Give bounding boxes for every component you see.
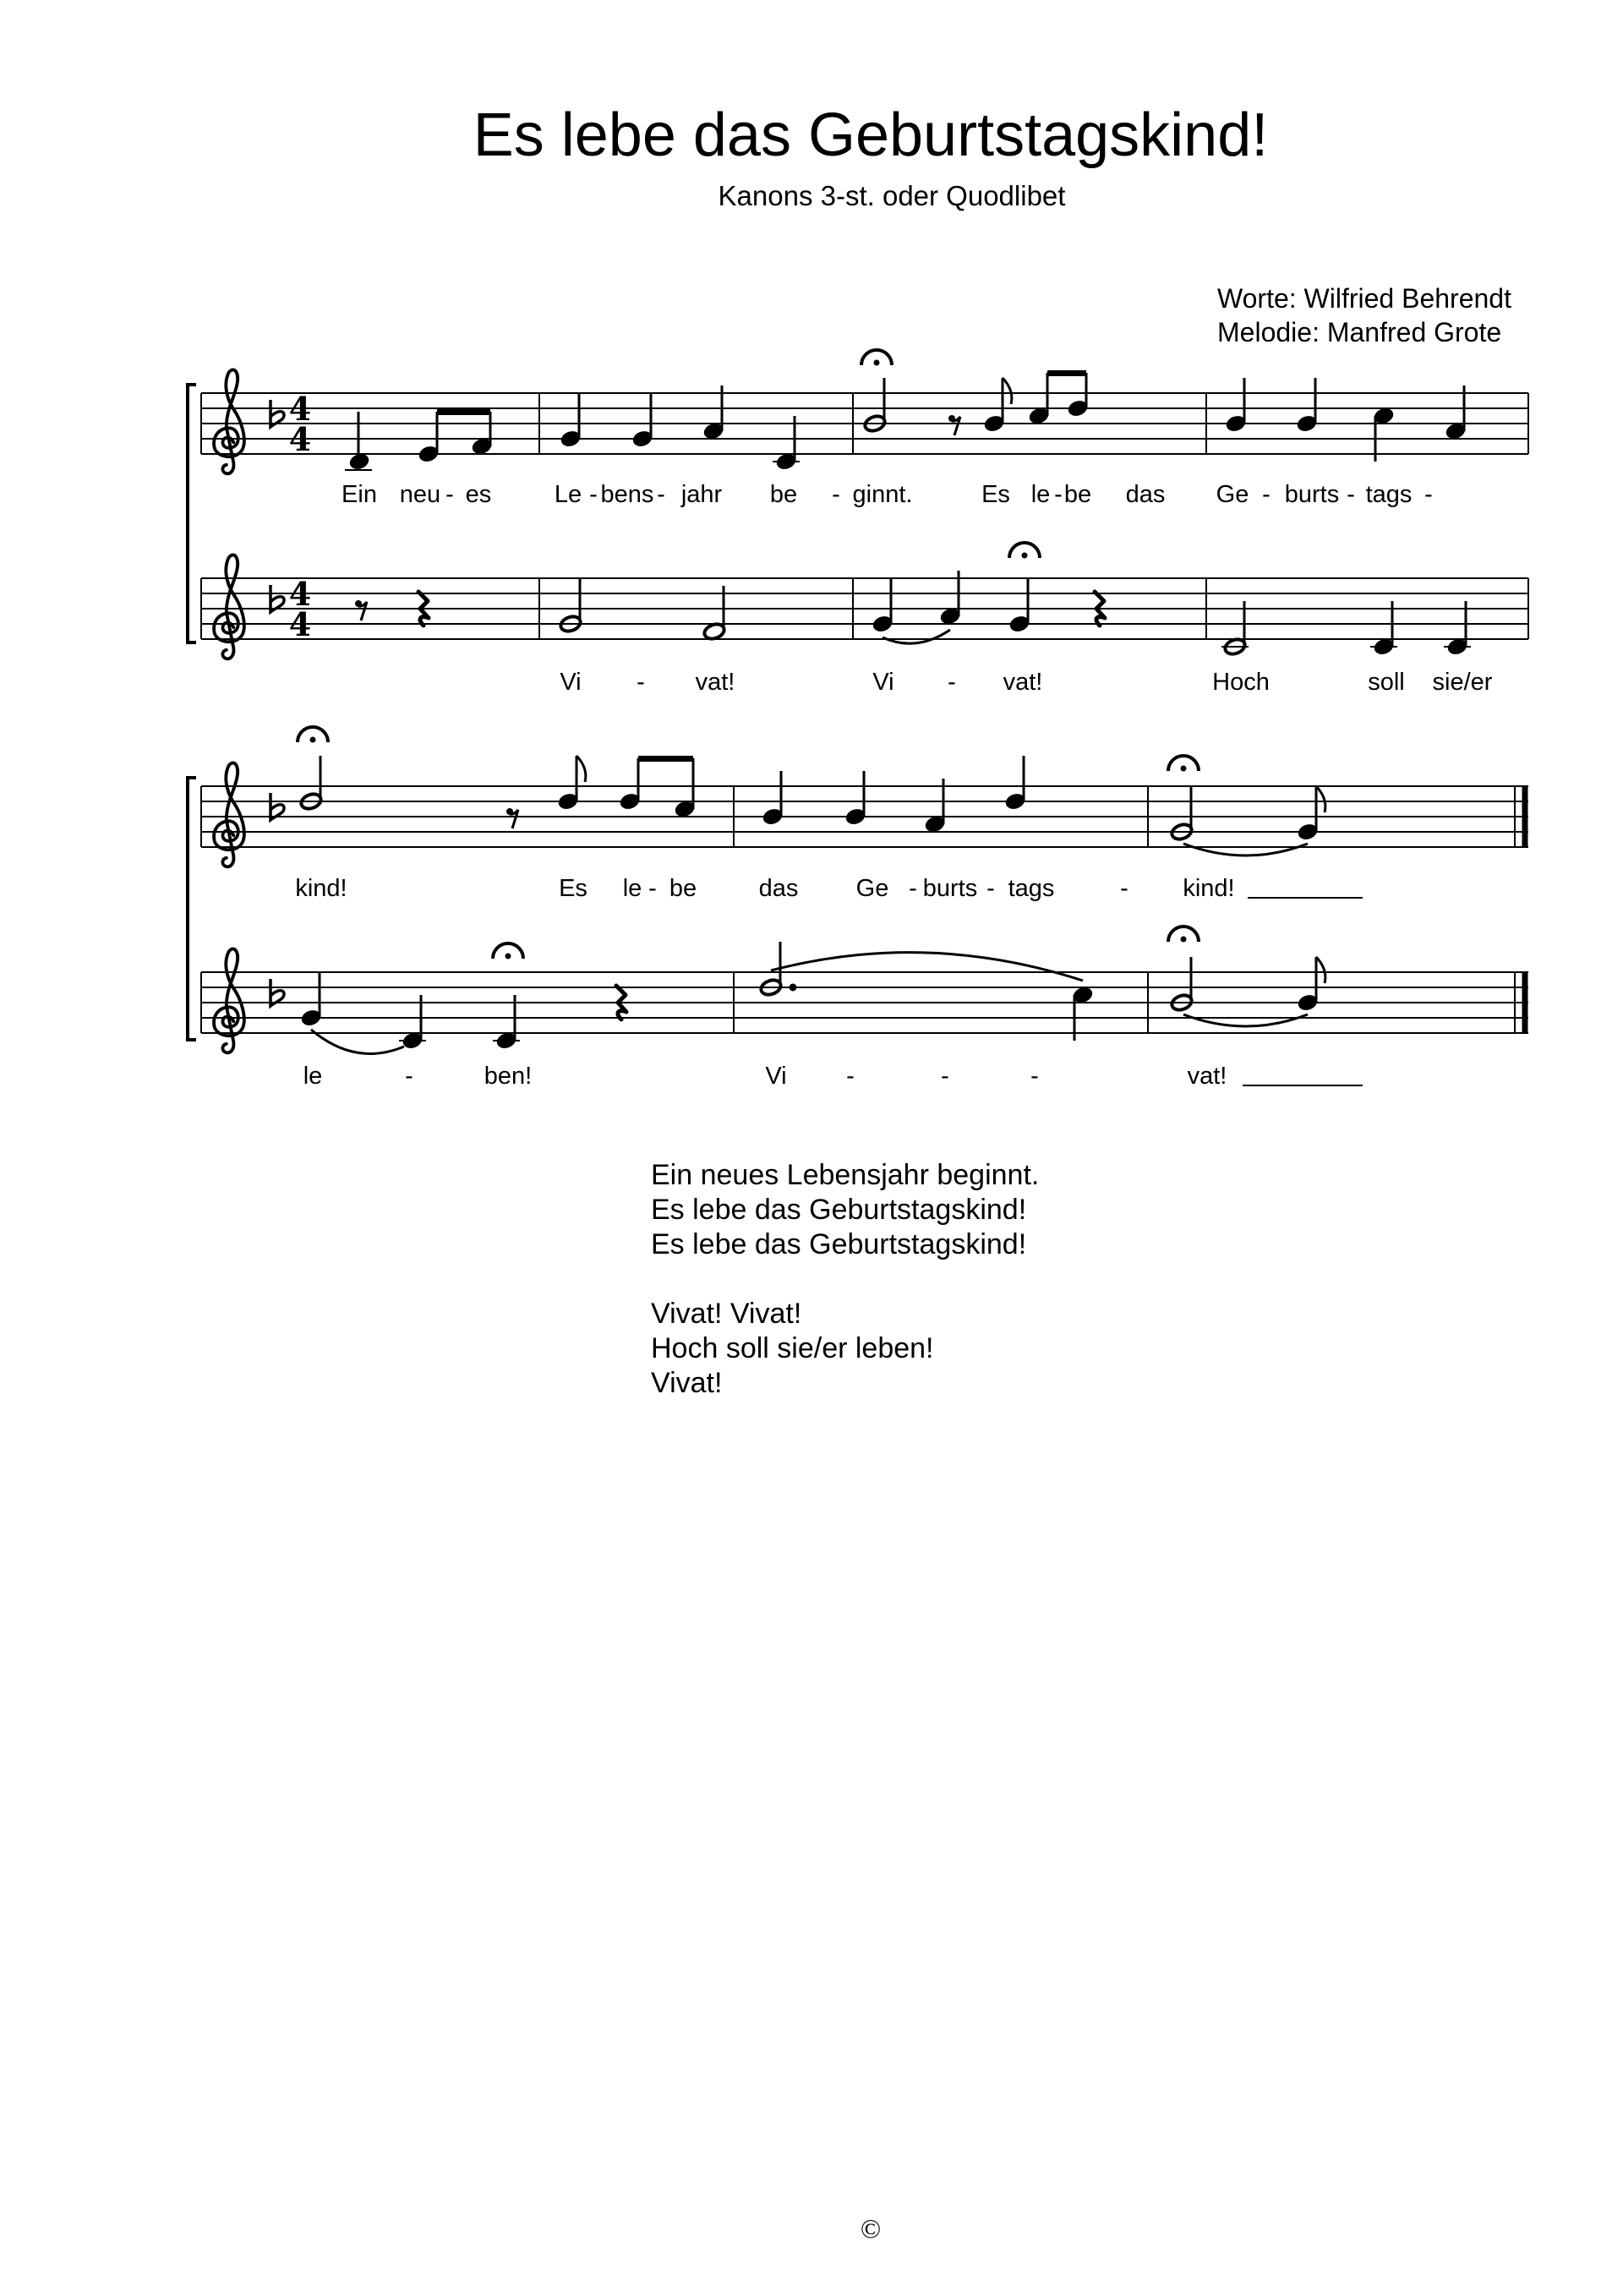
lyric: - — [405, 1063, 413, 1090]
lyric: das — [758, 875, 799, 902]
lyric: bens — [600, 481, 654, 508]
credit-words: Worte: Wilfried Behrendt — [1217, 283, 1511, 314]
lyric: - — [445, 481, 454, 508]
lyric: Ge — [855, 875, 889, 902]
fermata-icon — [1168, 756, 1199, 772]
lyric: soll — [1368, 669, 1405, 696]
lyric: tags — [1008, 875, 1055, 902]
fermata-icon — [861, 350, 892, 366]
lyric: tags — [1365, 481, 1413, 508]
text-line: Vivat! — [651, 1367, 723, 1399]
lyric: Hoch — [1212, 669, 1270, 696]
lyric: neu — [399, 481, 441, 508]
lyric: - — [637, 669, 645, 696]
lyric: Es — [981, 481, 1010, 508]
lyric: - — [832, 481, 840, 508]
lyric: - — [986, 875, 995, 902]
lyric: - — [1054, 481, 1063, 508]
lyrics-voice2-system1 — [560, 669, 1492, 696]
fermata-icon — [1168, 927, 1199, 943]
lyric: le — [1030, 481, 1051, 508]
svg-text:4: 4 — [288, 575, 312, 613]
svg-text:4: 4 — [288, 605, 312, 643]
lyric: kind! — [295, 875, 347, 902]
lyric: es — [465, 481, 492, 508]
lyrics-voice1-system2 — [295, 875, 1363, 902]
lyric: burts — [1284, 481, 1340, 508]
copyright-symbol: © — [860, 2213, 882, 2244]
lyric: sie/er — [1432, 669, 1493, 696]
song-title: Es lebe das Geburtstagskind! — [473, 101, 1269, 169]
lyric: - — [948, 669, 956, 696]
rest-icon — [506, 808, 518, 828]
text-line: Es lebe das Geburtstagskind! — [651, 1194, 1027, 1226]
lyric: be — [769, 481, 798, 508]
song-subtitle: Kanons 3-st. oder Quodlibet — [718, 180, 1066, 211]
time-signature — [289, 575, 311, 643]
text-line: Ein neues Lebensjahr beginnt. — [651, 1159, 1040, 1191]
lyric: le — [303, 1063, 323, 1090]
lyric: - — [657, 481, 665, 508]
lyric: - — [589, 481, 598, 508]
lyric: Vi — [765, 1063, 787, 1090]
treble-clef-icon — [214, 763, 244, 866]
lyric: - — [1262, 481, 1271, 508]
treble-clef-icon — [214, 555, 244, 659]
lyric: - — [1347, 481, 1355, 508]
lyric: ben! — [484, 1063, 533, 1090]
svg-text:4: 4 — [288, 420, 312, 458]
text-line: Vivat! Vivat! — [651, 1298, 802, 1330]
lyrics-voice1-system1 — [342, 481, 1433, 508]
time-signature — [289, 390, 311, 458]
treble-clef-icon — [214, 369, 244, 473]
fermata-icon — [1009, 543, 1040, 559]
lyric: Le — [554, 481, 582, 508]
lyric: le — [622, 875, 642, 902]
lyric: - — [846, 1063, 855, 1090]
lyric: - — [1030, 1063, 1039, 1090]
system-2 — [188, 727, 1528, 1090]
lyric: - — [941, 1063, 949, 1090]
lyric: das — [1125, 481, 1166, 508]
lyric: be — [1063, 481, 1092, 508]
lyric: Ge — [1216, 481, 1249, 508]
text-line: Hoch soll sie/er leben! — [651, 1332, 934, 1364]
lyric: burts — [922, 875, 978, 902]
lyric: vat! — [1187, 1063, 1227, 1090]
treble-clef-icon — [214, 948, 244, 1052]
lyric: Ein — [342, 481, 377, 508]
lyric: be — [669, 875, 697, 902]
lyric: vat! — [1003, 669, 1043, 696]
lyric: vat! — [695, 669, 735, 696]
fermata-icon — [298, 727, 328, 743]
fermata-icon — [493, 943, 523, 959]
lyric: ginnt. — [852, 481, 913, 508]
lyric: - — [909, 875, 917, 902]
lyric: kind! — [1183, 875, 1235, 902]
lyric: Vi — [560, 669, 582, 696]
lyric: Es — [559, 875, 587, 902]
lyric: Vi — [872, 669, 894, 696]
lyric: - — [648, 875, 657, 902]
lyric: - — [1424, 481, 1433, 508]
rest-icon — [948, 415, 960, 435]
text-line: Es lebe das Geburtstagskind! — [651, 1228, 1027, 1260]
lyric: - — [1120, 875, 1128, 902]
svg-text:4: 4 — [288, 390, 312, 428]
credit-melody: Melodie: Manfred Grote — [1217, 317, 1502, 347]
lyric: jahr — [680, 481, 723, 508]
lyrics-voice2-system2 — [303, 1063, 1363, 1090]
system-1 — [188, 350, 1528, 696]
rest-icon — [355, 600, 367, 620]
